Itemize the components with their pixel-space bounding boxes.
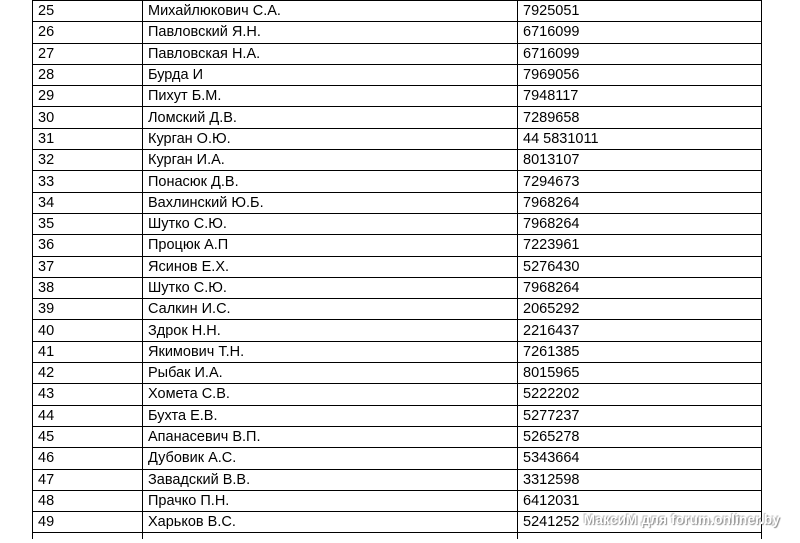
row-name-cell: Хомета С.В. [143, 384, 518, 405]
row-name-cell: Курган О.Ю. [143, 128, 518, 149]
row-name-cell: Павловский Я.Н. [143, 22, 518, 43]
row-phone-cell: 7948117 [518, 86, 762, 107]
row-phone-cell: 8013107 [518, 150, 762, 171]
row-name-cell: Дубовик А.С. [143, 448, 518, 469]
table-row [33, 299, 762, 320]
row-phone-cell: 7968264 [518, 277, 762, 298]
table-row [33, 384, 762, 405]
row-name-cell: Бухта Е.В. [143, 405, 518, 426]
table-row [33, 256, 762, 277]
row-number-cell: 39 [33, 299, 143, 320]
row-phone-cell: 5222202 [518, 384, 762, 405]
table-row [33, 341, 762, 362]
row-name-cell: Шутко С.Ю. [143, 277, 518, 298]
row-name-cell: Михайлюкович С.А. [143, 1, 518, 22]
row-phone-cell: 7968264 [518, 192, 762, 213]
row-phone-cell: 2216437 [518, 320, 762, 341]
row-name-cell: Апанасевич В.П. [143, 426, 518, 447]
contact-list-sheet [32, 0, 762, 539]
row-name-cell: Бурда И [143, 64, 518, 85]
table-row [33, 1, 762, 22]
table-row-partial [33, 533, 762, 540]
row-phone-cell: 5241252 [518, 512, 762, 533]
row-number-cell: 42 [33, 363, 143, 384]
row-name-cell: Шутко С.Ю. [143, 213, 518, 234]
row-name-cell: Ломский Д.В. [143, 107, 518, 128]
row-name-cell: Харьков В.С. [143, 512, 518, 533]
empty-cell [518, 533, 762, 540]
contact-table [32, 0, 762, 539]
row-name-cell: Якимович Т.Н. [143, 341, 518, 362]
row-number-cell: 34 [33, 192, 143, 213]
row-number-cell: 38 [33, 277, 143, 298]
table-row [33, 22, 762, 43]
table-row [33, 469, 762, 490]
row-name-cell: Ясинов Е.Х. [143, 256, 518, 277]
row-name-cell: Прачко П.Н. [143, 490, 518, 511]
table-row [33, 405, 762, 426]
row-phone-cell: 7289658 [518, 107, 762, 128]
row-number-cell: 43 [33, 384, 143, 405]
row-name-cell: Пихут Б.М. [143, 86, 518, 107]
row-name-cell: Вахлинский Ю.Б. [143, 192, 518, 213]
table-row [33, 43, 762, 64]
row-phone-cell: 44 5831011 [518, 128, 762, 149]
row-name-cell: Процюк А.П [143, 235, 518, 256]
table-row [33, 171, 762, 192]
row-phone-cell: 8015965 [518, 363, 762, 384]
row-phone-cell: 6716099 [518, 22, 762, 43]
row-phone-cell: 7261385 [518, 341, 762, 362]
row-phone-cell: 7969056 [518, 64, 762, 85]
row-number-cell: 31 [33, 128, 143, 149]
row-number-cell: 37 [33, 256, 143, 277]
row-number-cell: 49 [33, 512, 143, 533]
row-phone-cell: 3312598 [518, 469, 762, 490]
table-row [33, 277, 762, 298]
table-row [33, 128, 762, 149]
row-name-cell: Рыбак И.А. [143, 363, 518, 384]
contact-table-body [33, 1, 762, 540]
row-name-cell: Павловская Н.А. [143, 43, 518, 64]
row-number-cell: 27 [33, 43, 143, 64]
row-phone-cell: 2065292 [518, 299, 762, 320]
row-number-cell: 36 [33, 235, 143, 256]
table-row [33, 192, 762, 213]
row-phone-cell: 7925051 [518, 1, 762, 22]
row-number-cell: 40 [33, 320, 143, 341]
row-name-cell: Понасюк Д.В. [143, 171, 518, 192]
row-number-cell: 25 [33, 1, 143, 22]
row-number-cell: 26 [33, 22, 143, 43]
table-row [33, 448, 762, 469]
row-name-cell: Завадский В.В. [143, 469, 518, 490]
row-number-cell: 45 [33, 426, 143, 447]
row-phone-cell: 7294673 [518, 171, 762, 192]
table-row [33, 150, 762, 171]
row-name-cell: Салкин И.С. [143, 299, 518, 320]
watermark: МаксиМ для forum.onliner.by [583, 512, 780, 527]
row-number-cell: 46 [33, 448, 143, 469]
row-number-cell: 35 [33, 213, 143, 234]
row-number-cell: 30 [33, 107, 143, 128]
table-row [33, 64, 762, 85]
empty-cell [143, 533, 518, 540]
empty-cell [33, 533, 143, 540]
table-row [33, 86, 762, 107]
row-name-cell: Курган И.А. [143, 150, 518, 171]
row-number-cell: 29 [33, 86, 143, 107]
row-phone-cell: 6716099 [518, 43, 762, 64]
row-number-cell: 44 [33, 405, 143, 426]
table-row [33, 213, 762, 234]
table-row [33, 235, 762, 256]
row-number-cell: 32 [33, 150, 143, 171]
row-phone-cell: 5277237 [518, 405, 762, 426]
table-row [33, 107, 762, 128]
row-number-cell: 41 [33, 341, 143, 362]
row-phone-cell: 5343664 [518, 448, 762, 469]
row-number-cell: 48 [33, 490, 143, 511]
row-phone-cell: 6412031 [518, 490, 762, 511]
row-number-cell: 47 [33, 469, 143, 490]
row-phone-cell: 5276430 [518, 256, 762, 277]
row-name-cell: Здрок Н.Н. [143, 320, 518, 341]
table-row [33, 490, 762, 511]
row-number-cell: 33 [33, 171, 143, 192]
row-phone-cell: 5265278 [518, 426, 762, 447]
table-row [33, 363, 762, 384]
row-phone-cell: 7968264 [518, 213, 762, 234]
table-row [33, 426, 762, 447]
row-phone-cell: 7223961 [518, 235, 762, 256]
table-row [33, 320, 762, 341]
row-number-cell: 28 [33, 64, 143, 85]
